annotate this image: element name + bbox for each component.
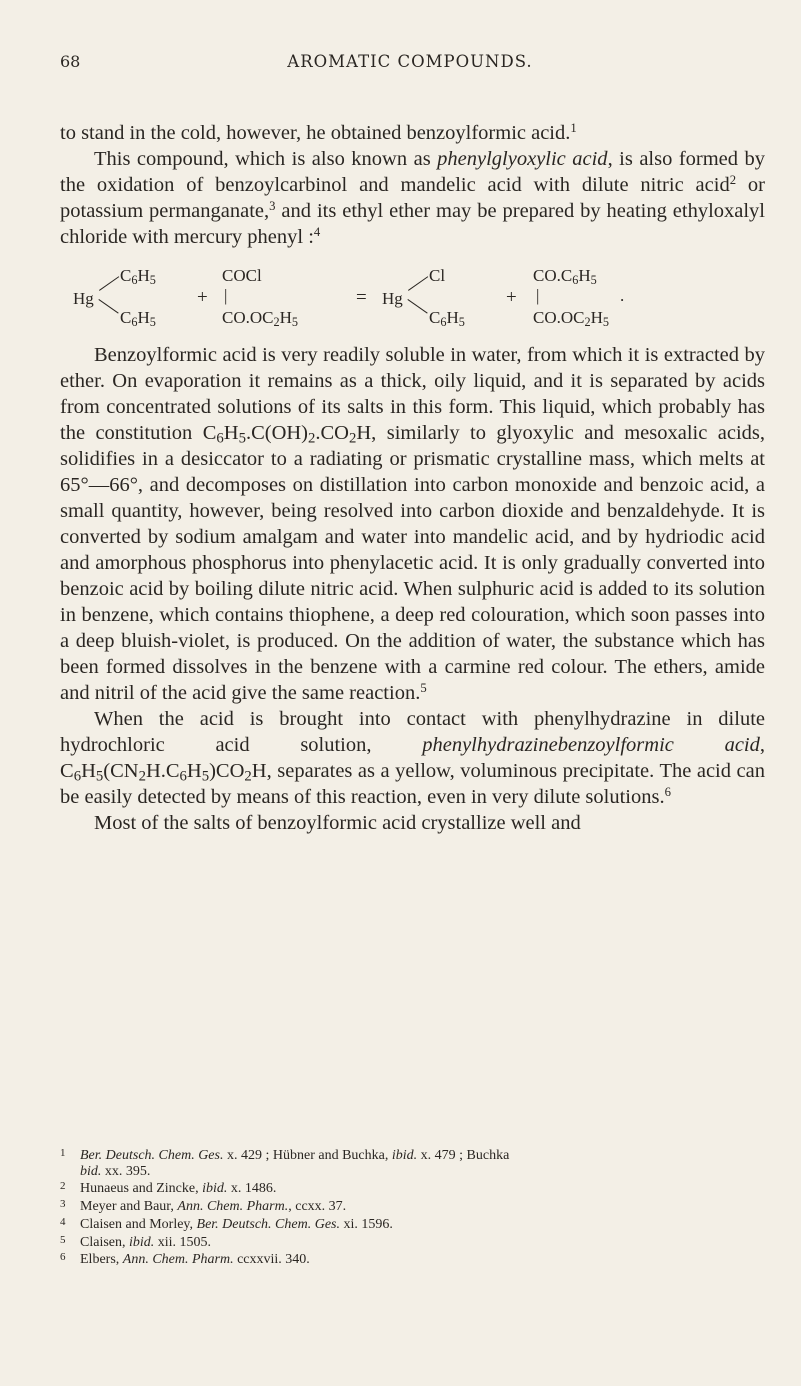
phenyl-top-left: $C_6H_5$: [120, 266, 156, 288]
paragraph-4: When the acid is brought into contact with phenylhydrazine in dilute hydrochloric acid solution, phenylhydrazinebenzoylformic acid, $C_6H_5(CN_2H.C_6H_5)CO_2H$, separates as a yellow, voluminous precipitate. The acid can be easily detected by means of this reaction, even in very dilute solutions.$^6$: [60, 708, 766, 808]
bond-upper-right: [408, 276, 428, 291]
footnote-ref-5: 5: [420, 681, 427, 696]
footnote-2: 2 Hunaeus and Zincke, ibid. x. 1486.: [60, 1180, 277, 1197]
page-header: [60, 52, 760, 78]
ester-group-right: $CO.OC_2H_5$: [533, 308, 610, 330]
benzoyl-group: $CO.C_6H_5$: [533, 266, 597, 288]
paragraph-5: Most of the salts of benzoylformic acid crystallize well and: [94, 812, 581, 834]
paragraph-3: Benzoylformic acid is very readily soluble in water, from which it is extracted by ether. On evaporation it remains as a thick, oily liquid, and it is separated by acids from concentrated solutions of its salts in this form. This liquid, which probably has the constitution $C_6H_5.C(OH)_2.CO_2H$, similarly to glyoxylic and mesoxalic acids, solidifies in a desiccator to a radiating or prismatic crystalline mass, which melts at 65°—66°, and decomposes on distillation into carbon monoxide and benzoic acid, a small quantity, however, being resolved into carbon dioxide and benzaldehyde. It is converted by sodium amalgam and water into mandelic acid, and by hydriodic acid and amorphous phosphorus into phenylacetic acid. It is only gradually converted into benzoic acid by boiling dilute nitric acid. When sulphuric acid is added to its solution in benzene, which contains thiophene, a deep red colouration, which soon passes into a deep bluish-violet, is produced. On the addition of water, the substance which has been formed dissolves in the benzene with a carmine red colour. The ethers, amide and nitril of the acid give the same reaction.$^5$: [60, 344, 765, 704]
footnote-5: 5 Claisen, ibid. xii. 1505.: [60, 1233, 212, 1250]
ester-group-left: $CO.OC_2H_5$: [222, 308, 299, 330]
reaction-equation: [60, 263, 765, 329]
chlorine: Cl: [429, 266, 446, 285]
page-number: 68: [60, 52, 81, 71]
footnote-4: 4 Claisen and Morley, Ber. Deutsch. Chem. Ges. xi. 1596.: [60, 1215, 393, 1232]
footnote-ref-6: 6: [664, 785, 671, 800]
equation-period: .: [620, 286, 625, 305]
footnote-ref-4: 4: [313, 225, 321, 240]
footnotes: [60, 1146, 765, 1268]
bond-upper-left: [99, 276, 119, 291]
footnote-6: 6 Elbers, Ann. Chem. Pharm. ccxxvii. 340.: [60, 1251, 310, 1268]
equals-sign: =: [356, 287, 367, 308]
plus-sign-1: +: [197, 287, 208, 308]
bond-bar-right: |: [536, 286, 540, 305]
bond-lower-left: [98, 299, 118, 314]
phenyl-bottom-right: $C_6H_5$: [429, 308, 465, 330]
footnote-ref-3: 3: [269, 199, 276, 214]
formula-hydrazone: $C_6H_5(CN_2H.C_6H_5)CO_2H$: [60, 760, 267, 785]
hg-right: Hg: [382, 289, 403, 308]
plus-sign-2: +: [506, 287, 517, 308]
paragraph-2: This compound, which is also known as phenylglyoxylic acid, is also formed by the oxidation of benzoylcarbinol and mandelic acid with dilute nitric acid$^2$ or potassium permanganate,$^3$ and its ethyl ether may be prepared by heating ethyloxalyl chloride with mercury phenyl :$^4$: [60, 148, 766, 248]
phenyl-bottom-left: $C_6H_5$: [120, 308, 156, 330]
main-text: [60, 120, 765, 836]
footnote-ref-2: 2: [729, 173, 737, 188]
paragraph-1: to stand in the cold, however, he obtained benzoylformic acid.$^1$: [60, 121, 577, 144]
term-phenylglyoxylic-acid: phenylglyoxylic acid: [437, 148, 608, 170]
footnote-3: 3 Meyer and Baur, Ann. Chem. Pharm., ccxx. 37.: [60, 1198, 347, 1215]
hg-left: Hg: [73, 289, 94, 308]
running-title: AROMATIC COMPOUNDS.: [287, 52, 533, 71]
footnote-ref-1: 1: [570, 121, 577, 136]
term-hydrazine-acid: phenylhydrazinebenzoylformic acid: [422, 734, 760, 756]
bond-bar-left: |: [224, 286, 228, 305]
cocl-group: COCl: [222, 266, 262, 285]
footnote-1: 1 Ber. Deutsch. Chem. Ges. x. 429 ; Hübner and Buchka, ibid. x. 479 ; Buchka bid. xx. 395.: [60, 1147, 510, 1179]
bond-lower-right: [407, 299, 427, 314]
formula-hydrate: $C_6H_5.C(OH)_2.CO_2H$: [202, 422, 372, 447]
